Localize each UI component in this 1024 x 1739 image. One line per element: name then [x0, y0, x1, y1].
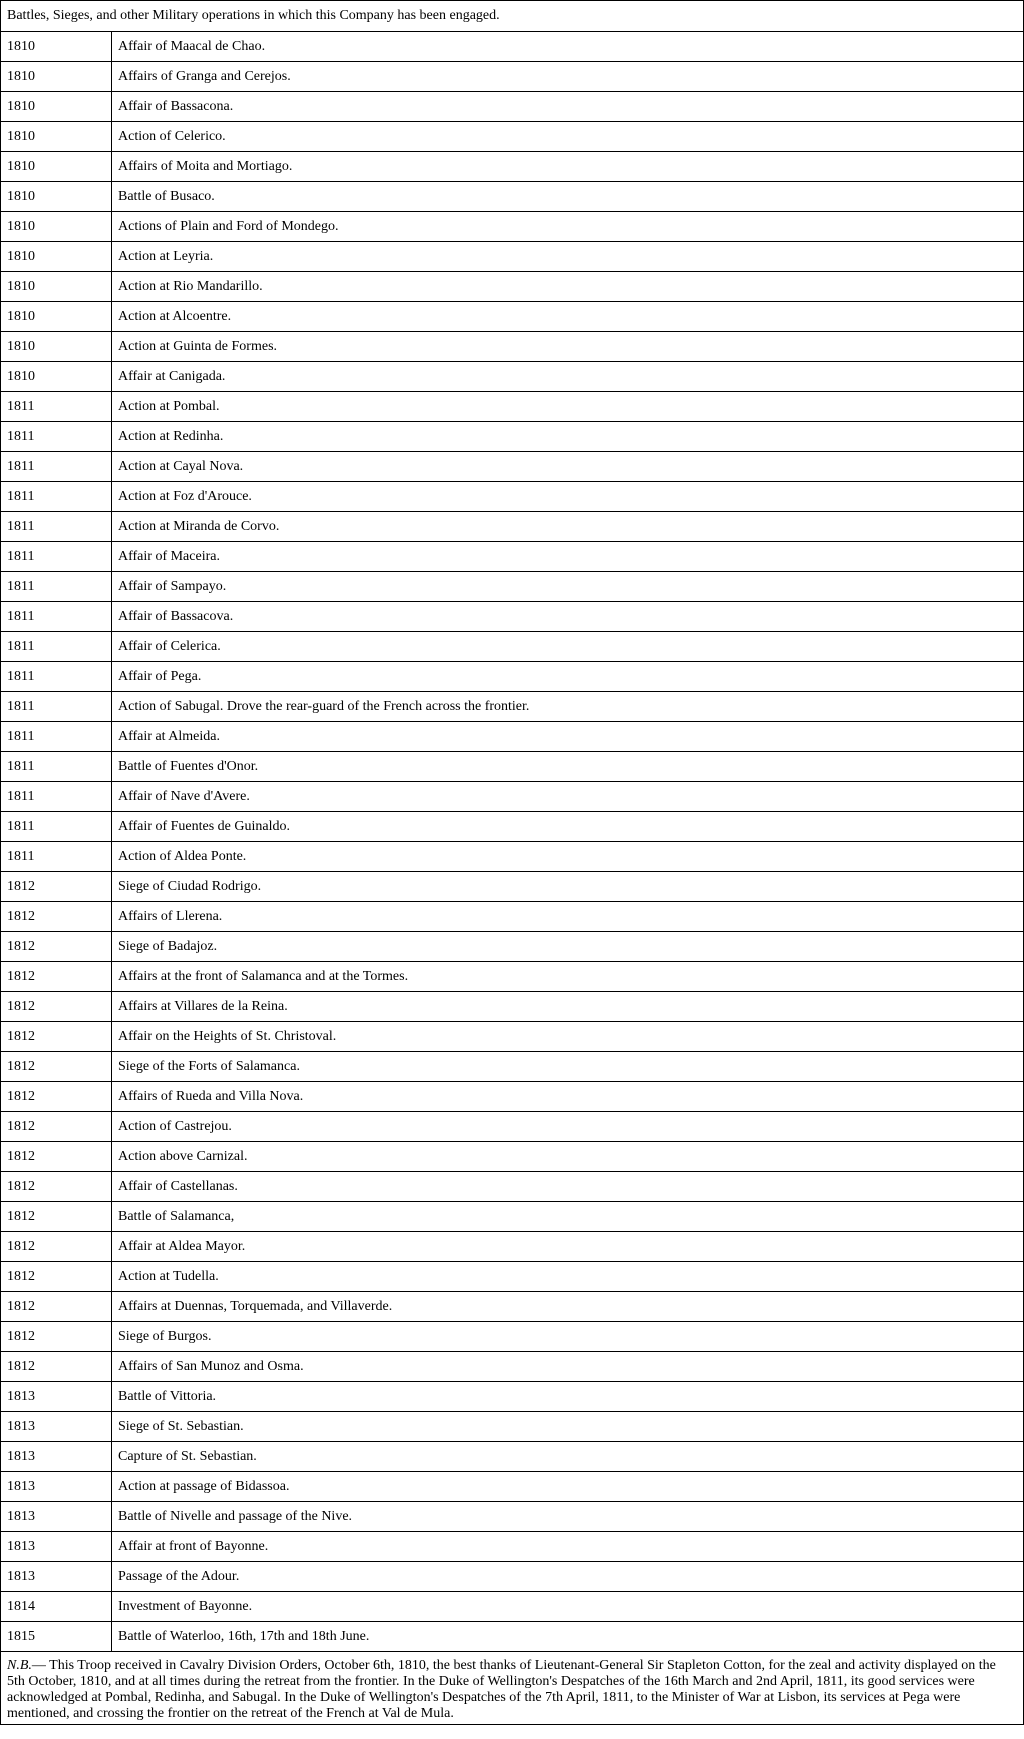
table-row — [1, 212, 1024, 242]
year-cell: 1811 — [1, 542, 112, 572]
year-cell: 1810 — [1, 62, 112, 92]
year-cell: 1812 — [1, 1022, 112, 1052]
table-row — [1, 812, 1024, 842]
table-row — [1, 632, 1024, 662]
year-cell: 1812 — [1, 1082, 112, 1112]
event-cell: Action above Carnizal. — [112, 1142, 1024, 1172]
table-row — [1, 122, 1024, 152]
event-cell: Action at passage of Bidassoa. — [112, 1472, 1024, 1502]
year-cell: 1812 — [1, 1352, 112, 1382]
event-cell: Affair at Canigada. — [112, 362, 1024, 392]
event-cell: Siege of Burgos. — [112, 1322, 1024, 1352]
event-cell: Battle of Salamanca, — [112, 1202, 1024, 1232]
table-row — [1, 152, 1024, 182]
event-cell: Action at Alcoentre. — [112, 302, 1024, 332]
year-cell: 1811 — [1, 422, 112, 452]
event-cell: Action at Cayal Nova. — [112, 452, 1024, 482]
year-cell: 1811 — [1, 602, 112, 632]
event-cell: Affair of Sampayo. — [112, 572, 1024, 602]
event-cell: Affair at Almeida. — [112, 722, 1024, 752]
year-cell: 1812 — [1, 1322, 112, 1352]
year-cell: 1811 — [1, 512, 112, 542]
event-cell: Action at Miranda de Corvo. — [112, 512, 1024, 542]
table-row — [1, 1202, 1024, 1232]
event-cell: Affairs of Rueda and Villa Nova. — [112, 1082, 1024, 1112]
table-row — [1, 1322, 1024, 1352]
event-cell: Affairs at the front of Salamanca and at the Tormes. — [112, 962, 1024, 992]
event-cell: Action at Rio Mandarillo. — [112, 272, 1024, 302]
event-cell: Affairs at Duennas, Torquemada, and Villaverde. — [112, 1292, 1024, 1322]
table-row — [1, 1562, 1024, 1592]
year-cell: 1813 — [1, 1472, 112, 1502]
table-row — [1, 302, 1024, 332]
year-cell: 1812 — [1, 1232, 112, 1262]
event-cell: Action at Redinha. — [112, 422, 1024, 452]
table-row — [1, 602, 1024, 632]
table-row — [1, 482, 1024, 512]
event-cell: Affairs of Granga and Cerejos. — [112, 62, 1024, 92]
event-cell: Battle of Waterloo, 16th, 17th and 18th June. — [112, 1622, 1024, 1652]
event-cell: Affair of Pega. — [112, 662, 1024, 692]
table-row — [1, 1472, 1024, 1502]
event-cell: Actions of Plain and Ford of Mondego. — [112, 212, 1024, 242]
year-cell: 1813 — [1, 1442, 112, 1472]
table-row — [1, 572, 1024, 602]
year-cell: 1810 — [1, 242, 112, 272]
year-cell: 1811 — [1, 662, 112, 692]
footnote-label: N.B. — [7, 1658, 32, 1673]
event-cell: Battle of Nivelle and passage of the Nive. — [112, 1502, 1024, 1532]
event-cell: Action of Castrejou. — [112, 1112, 1024, 1142]
table-row — [1, 1232, 1024, 1262]
year-cell: 1811 — [1, 392, 112, 422]
event-cell: Capture of St. Sebastian. — [112, 1442, 1024, 1472]
event-cell: Affairs at Villares de la Reina. — [112, 992, 1024, 1022]
table-row — [1, 692, 1024, 722]
table-header: Battles, Sieges, and other Military operations in which this Company has been engaged. — [1, 1, 1024, 32]
year-cell: 1811 — [1, 812, 112, 842]
table-row — [1, 1112, 1024, 1142]
table-row — [1, 1292, 1024, 1322]
year-cell: 1812 — [1, 1052, 112, 1082]
event-cell: Siege of St. Sebastian. — [112, 1412, 1024, 1442]
table-row — [1, 1622, 1024, 1652]
event-cell: Action at Pombal. — [112, 392, 1024, 422]
year-cell: 1810 — [1, 272, 112, 302]
year-cell: 1811 — [1, 452, 112, 482]
event-cell: Affairs of Llerena. — [112, 902, 1024, 932]
table-row — [1, 1502, 1024, 1532]
event-cell: Action at Foz d'Arouce. — [112, 482, 1024, 512]
table-row — [1, 542, 1024, 572]
event-cell: Battle of Fuentes d'Onor. — [112, 752, 1024, 782]
event-cell: Affair of Bassacova. — [112, 602, 1024, 632]
year-cell: 1811 — [1, 692, 112, 722]
table-row — [1, 92, 1024, 122]
table-row — [1, 242, 1024, 272]
event-cell: Affair on the Heights of St. Christoval. — [112, 1022, 1024, 1052]
year-cell: 1812 — [1, 932, 112, 962]
year-cell: 1810 — [1, 152, 112, 182]
event-cell: Siege of the Forts of Salamanca. — [112, 1052, 1024, 1082]
table-row — [1, 1262, 1024, 1292]
table-row — [1, 62, 1024, 92]
year-cell: 1810 — [1, 92, 112, 122]
year-cell: 1811 — [1, 482, 112, 512]
year-cell: 1811 — [1, 722, 112, 752]
event-cell: Affair of Maceira. — [112, 542, 1024, 572]
event-cell: Affair of Castellanas. — [112, 1172, 1024, 1202]
event-cell: Action at Tudella. — [112, 1262, 1024, 1292]
table-row — [1, 1532, 1024, 1562]
year-cell: 1811 — [1, 842, 112, 872]
year-cell: 1810 — [1, 122, 112, 152]
year-cell: 1810 — [1, 302, 112, 332]
event-cell: Investment of Bayonne. — [112, 1592, 1024, 1622]
event-cell: Battle of Busaco. — [112, 182, 1024, 212]
event-cell: Action of Aldea Ponte. — [112, 842, 1024, 872]
table-row — [1, 32, 1024, 62]
event-cell: Affair at Aldea Mayor. — [112, 1232, 1024, 1262]
year-cell: 1811 — [1, 572, 112, 602]
year-cell: 1812 — [1, 1112, 112, 1142]
table-row — [1, 1082, 1024, 1112]
event-cell: Affairs of Moita and Mortiago. — [112, 152, 1024, 182]
table-row — [1, 1442, 1024, 1472]
year-cell: 1811 — [1, 632, 112, 662]
table-row — [1, 272, 1024, 302]
event-cell: Passage of the Adour. — [112, 1562, 1024, 1592]
year-cell: 1813 — [1, 1562, 112, 1592]
table-row — [1, 842, 1024, 872]
table-row — [1, 1052, 1024, 1082]
footnote — [1, 1652, 1024, 1725]
table-row — [1, 1382, 1024, 1412]
table-row — [1, 1142, 1024, 1172]
event-cell: Siege of Ciudad Rodrigo. — [112, 872, 1024, 902]
year-cell: 1813 — [1, 1382, 112, 1412]
table-row — [1, 782, 1024, 812]
year-cell: 1815 — [1, 1622, 112, 1652]
event-cell: Affair at front of Bayonne. — [112, 1532, 1024, 1562]
event-cell: Battle of Vittoria. — [112, 1382, 1024, 1412]
year-cell: 1812 — [1, 1172, 112, 1202]
table-row — [1, 1412, 1024, 1442]
year-cell: 1812 — [1, 1202, 112, 1232]
note-row — [1, 1652, 1024, 1725]
event-cell: Action of Sabugal. Drove the rear-guard of the French across the frontier. — [112, 692, 1024, 722]
table-row — [1, 182, 1024, 212]
year-cell: 1811 — [1, 752, 112, 782]
year-cell: 1814 — [1, 1592, 112, 1622]
year-cell: 1812 — [1, 902, 112, 932]
table-row — [1, 992, 1024, 1022]
table-row — [1, 752, 1024, 782]
event-cell: Action at Guinta de Formes. — [112, 332, 1024, 362]
year-cell: 1810 — [1, 362, 112, 392]
year-cell: 1812 — [1, 992, 112, 1022]
year-cell: 1812 — [1, 1142, 112, 1172]
year-cell: 1810 — [1, 332, 112, 362]
table-row — [1, 392, 1024, 422]
event-cell: Affair of Fuentes de Guinaldo. — [112, 812, 1024, 842]
table-row — [1, 662, 1024, 692]
table-row — [1, 332, 1024, 362]
year-cell: 1813 — [1, 1532, 112, 1562]
table-row — [1, 1172, 1024, 1202]
table-row — [1, 722, 1024, 752]
table-row — [1, 872, 1024, 902]
event-cell: Siege of Badajoz. — [112, 932, 1024, 962]
year-cell: 1811 — [1, 782, 112, 812]
table-row — [1, 422, 1024, 452]
table-row — [1, 932, 1024, 962]
year-cell: 1813 — [1, 1502, 112, 1532]
event-cell: Action of Celerico. — [112, 122, 1024, 152]
table-body — [1, 1, 1024, 1725]
year-cell: 1812 — [1, 962, 112, 992]
table-row — [1, 902, 1024, 932]
year-cell: 1812 — [1, 1262, 112, 1292]
event-cell: Action at Leyria. — [112, 242, 1024, 272]
table-row — [1, 1352, 1024, 1382]
table-row — [1, 962, 1024, 992]
table-row — [1, 512, 1024, 542]
year-cell: 1810 — [1, 32, 112, 62]
table-row — [1, 452, 1024, 482]
event-cell: Affair of Maacal de Chao. — [112, 32, 1024, 62]
event-cell: Affairs of San Munoz and Osma. — [112, 1352, 1024, 1382]
year-cell: 1810 — [1, 182, 112, 212]
year-cell: 1812 — [1, 872, 112, 902]
year-cell: 1810 — [1, 212, 112, 242]
table-row — [1, 362, 1024, 392]
year-cell: 1812 — [1, 1292, 112, 1322]
table-row — [1, 1592, 1024, 1622]
event-cell: Affair of Celerica. — [112, 632, 1024, 662]
footnote-text: — This Troop received in Cavalry Division Orders, October 6th, 1810, the best thanks of Lieutenant-General Sir Stapleton Cotton, for the zeal and activity displayed on the 5th October, 1810, and at all times during the retreat from the frontier. In the Duke of Wellington's Despatches of the 16th March and 2nd April, 1811, its good services were acknowledged at Pombal, Redinha, and Sabugal. In the Duke of Wellington's Despatches of the 7th April, 1811, to the Minister of War at Lisbon, its services at Pega were mentioned, and crossing the frontier on the retreat of the French at Val de Mula. — [7, 1658, 996, 1721]
table-header-row — [1, 1, 1024, 32]
year-cell: 1813 — [1, 1412, 112, 1442]
table-row — [1, 1022, 1024, 1052]
event-cell: Affair of Bassacona. — [112, 92, 1024, 122]
event-cell: Affair of Nave d'Avere. — [112, 782, 1024, 812]
